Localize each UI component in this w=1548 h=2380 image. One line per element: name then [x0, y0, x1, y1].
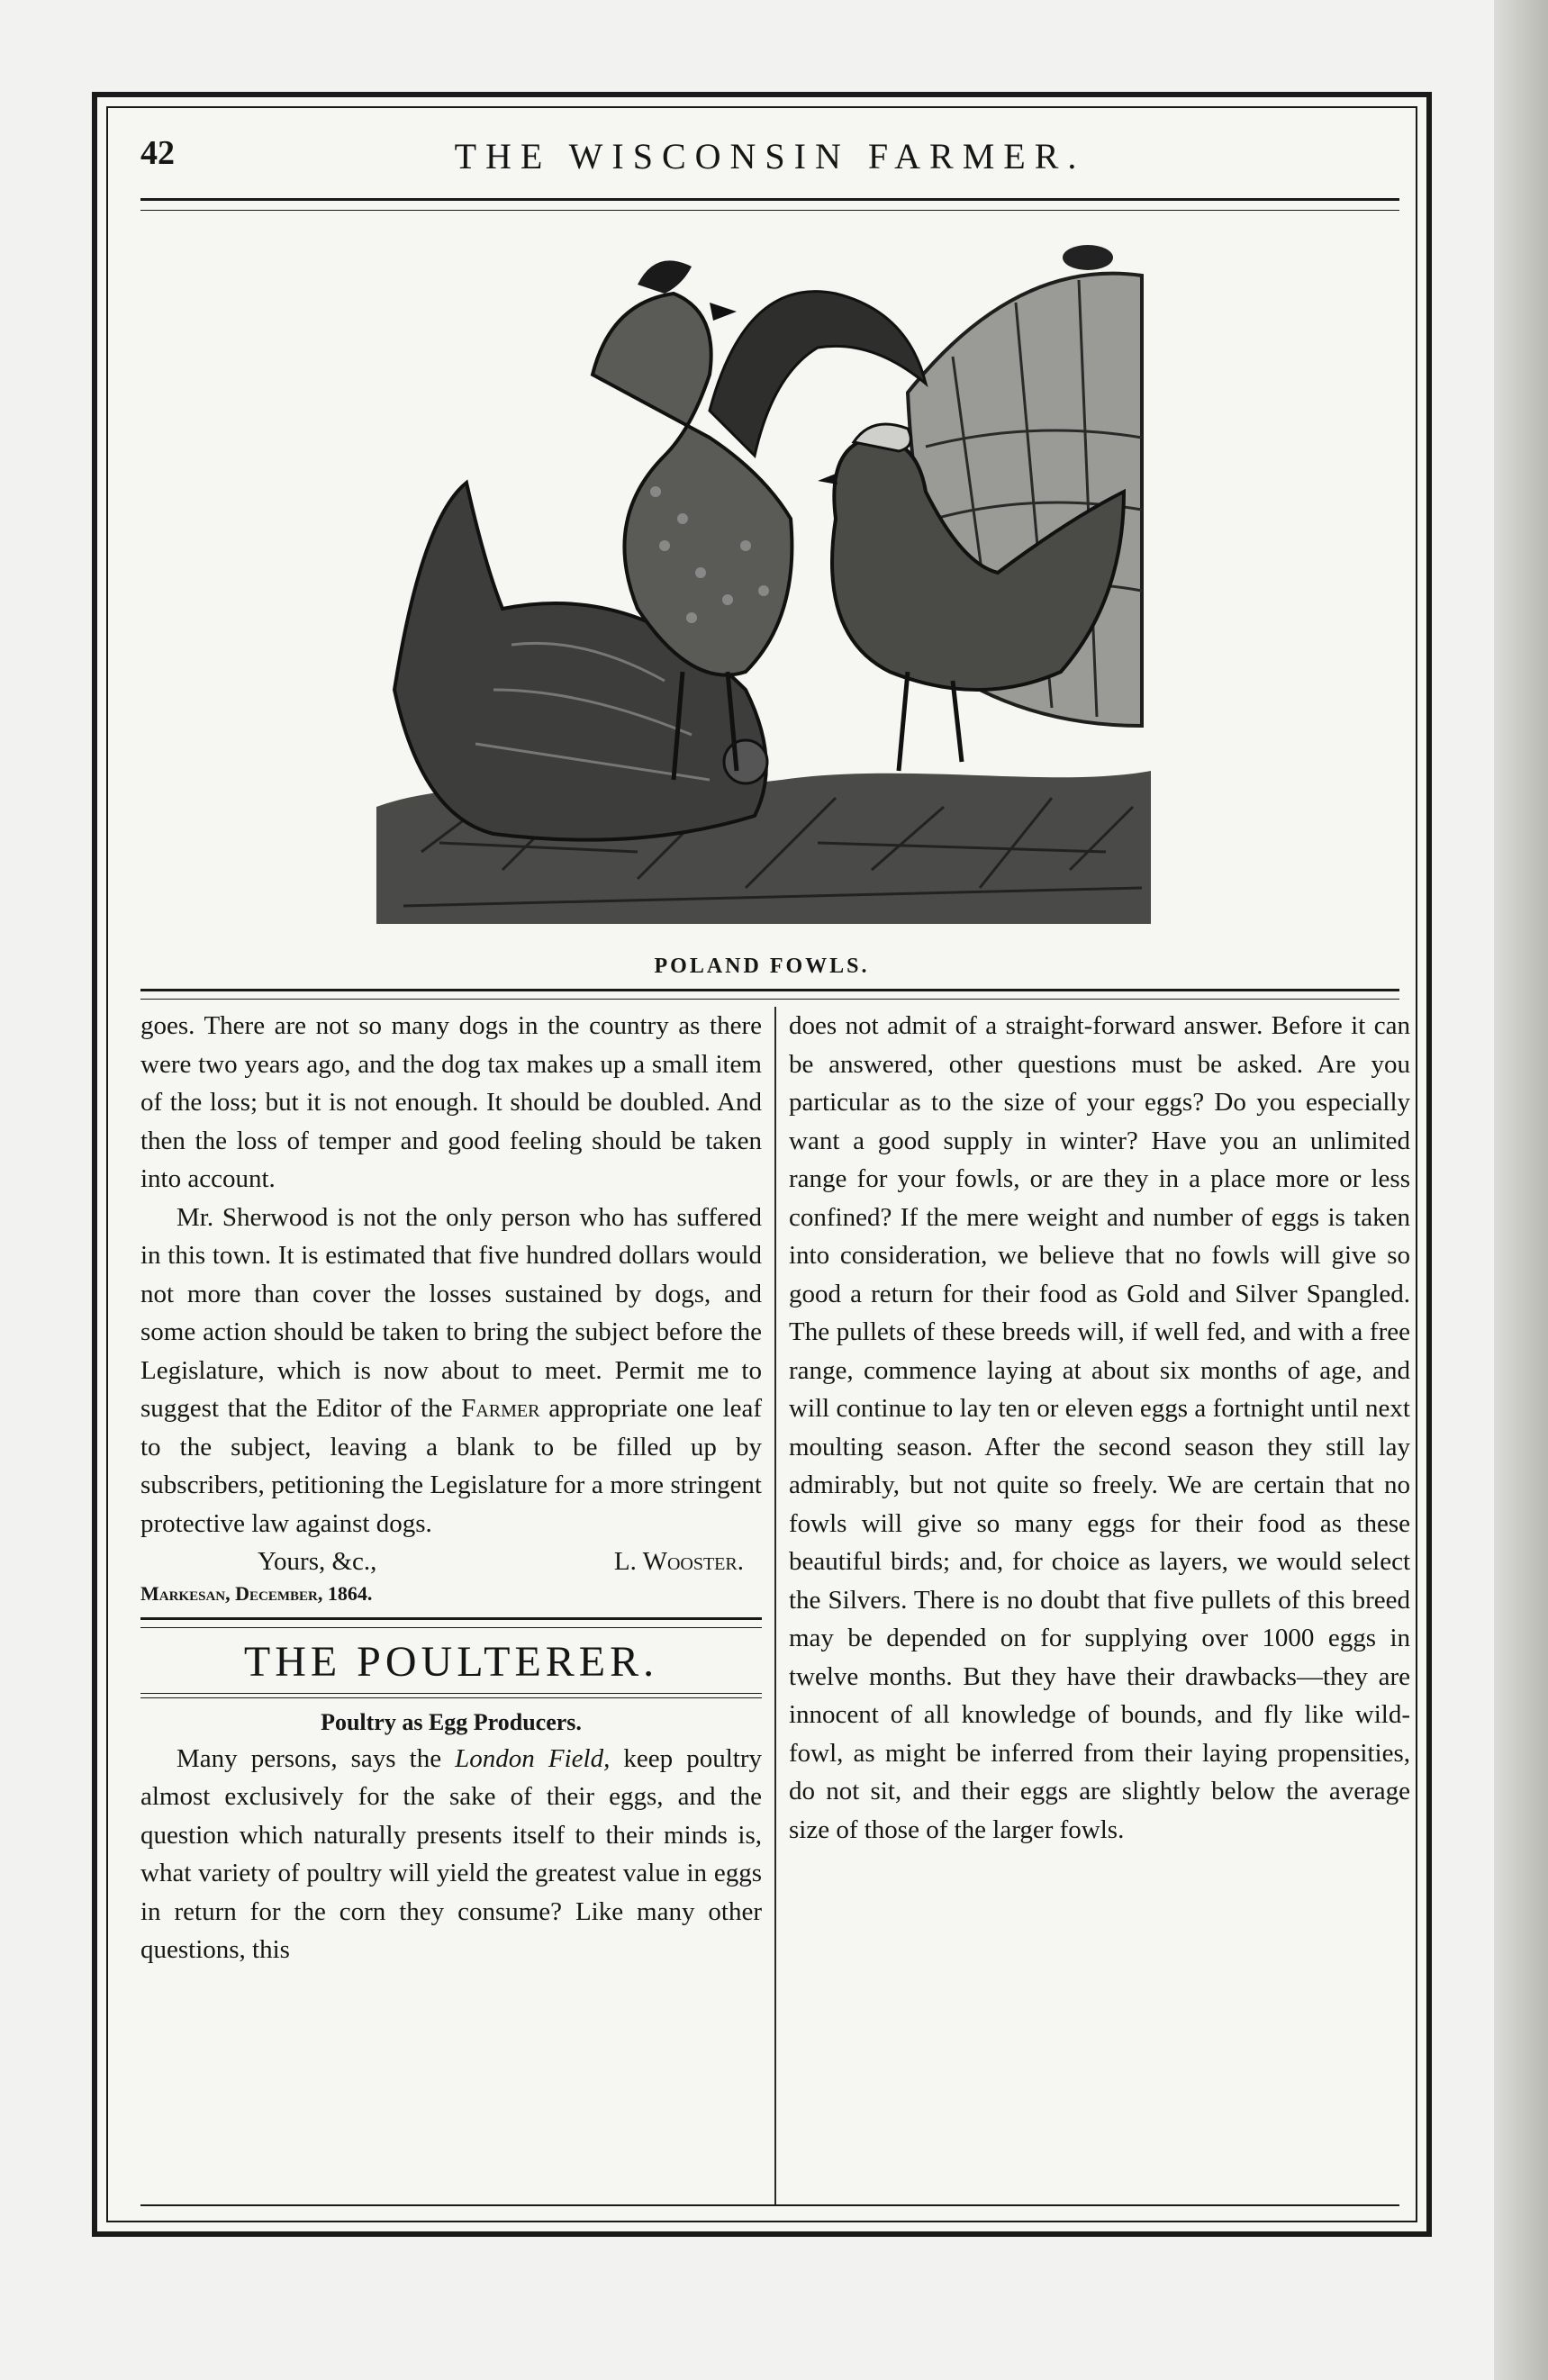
page-title: THE WISCONSIN FARMER.	[454, 136, 1086, 176]
signoff-closing: Yours, &c.,	[258, 1547, 377, 1576]
section-rule	[140, 1617, 762, 1628]
column-divider	[774, 1007, 776, 2204]
paragraph-text: Many persons, says the	[177, 1743, 456, 1773]
paragraph	[140, 1740, 762, 1969]
signoff-author: L. Wooster.	[613, 1547, 744, 1576]
paragraph-text: appropriate one leaf to the subject, leaving a blank to be filled up by subscribers, petitioning the Legislature for a more stringent protective law against dogs.	[140, 1394, 762, 1538]
article-subhead: Poultry as Egg Producers.	[321, 1708, 582, 1735]
dateline: Markesan, December, 1864.	[140, 1581, 373, 1605]
signoff	[140, 1543, 762, 1581]
caption-rule	[140, 989, 1399, 1000]
page-number: 42	[140, 134, 175, 172]
figure-caption: POLAND FOWLS.	[654, 955, 870, 978]
left-column	[140, 1007, 762, 1969]
paragraph: goes. There are not so many dogs in the country as there were two years ago, and the dog tax makes up a small item of the loss; but it is not enough. It should be doubled. And then the loss of temper and good feeling should be taken into account.	[140, 1011, 762, 1193]
right-column	[789, 1007, 1410, 1849]
bottom-rule	[140, 2204, 1399, 2206]
poland-fowls-illustration	[367, 222, 1160, 924]
scan-edge	[1494, 0, 1548, 2380]
farmer-smallcaps: Farmer	[461, 1394, 540, 1423]
page-header	[140, 133, 1399, 187]
newspaper-page	[92, 92, 1432, 2237]
section-title: THE POULTERER.	[243, 1637, 659, 1686]
paragraph	[140, 1199, 762, 1543]
paragraph: does not admit of a straight-forward answer. Before it can be answered, other questions must be asked. Are you particular as to the size of your eggs? Do you especially want a good supply in winter? Have you an unlimited range for your fowls, or are they in a place more or less confined? If the mere weight and number of eggs is taken into consideration, we believe that no fowls will give so good a return for their food as Gold and Silver Spangled. The pullets of these breeds will, if well fed, and with a free range, commence laying at about six months of age, and will continue to lay ten or eleven eggs a fortnight until next moulting season. After the second season they still lay admirably, but not quite so freely. We are certain that no fowls will give so many eggs for their food as these beautiful birds; and, for choice as layers, we would select the Silvers. There is no doubt that five pullets of this breed may be depended on for supplying over 1000 eggs in twelve months. But they have their drawbacks—they are innocent of all knowledge of bounds, and fly like wild-fowl, as might be inferred from their laying propensities, do not sit, and their eggs are slightly below the average size of those of the larger fowls.	[789, 1011, 1410, 1844]
paragraph-text: keep poultry almost exclusively for the sake of their eggs, and the question which naturally presents itself to their minds is, what variety of poultry will yield the greatest value in eggs in return for the corn they consume? Like many other questions, this	[140, 1743, 762, 1964]
header-rule	[140, 198, 1399, 211]
paragraph-text: Mr. Sherwood is not the only person who has suffered in this town. It is estimated that five hundred dollars would not more than cover the losses sustained by dogs, and some action should be taken to bring the subject before the Legislature, which is now about to meet. Permit me to suggest that the Editor of the	[140, 1202, 762, 1423]
source-name: London Field,	[455, 1743, 611, 1773]
section-rule-thin	[140, 1693, 762, 1698]
